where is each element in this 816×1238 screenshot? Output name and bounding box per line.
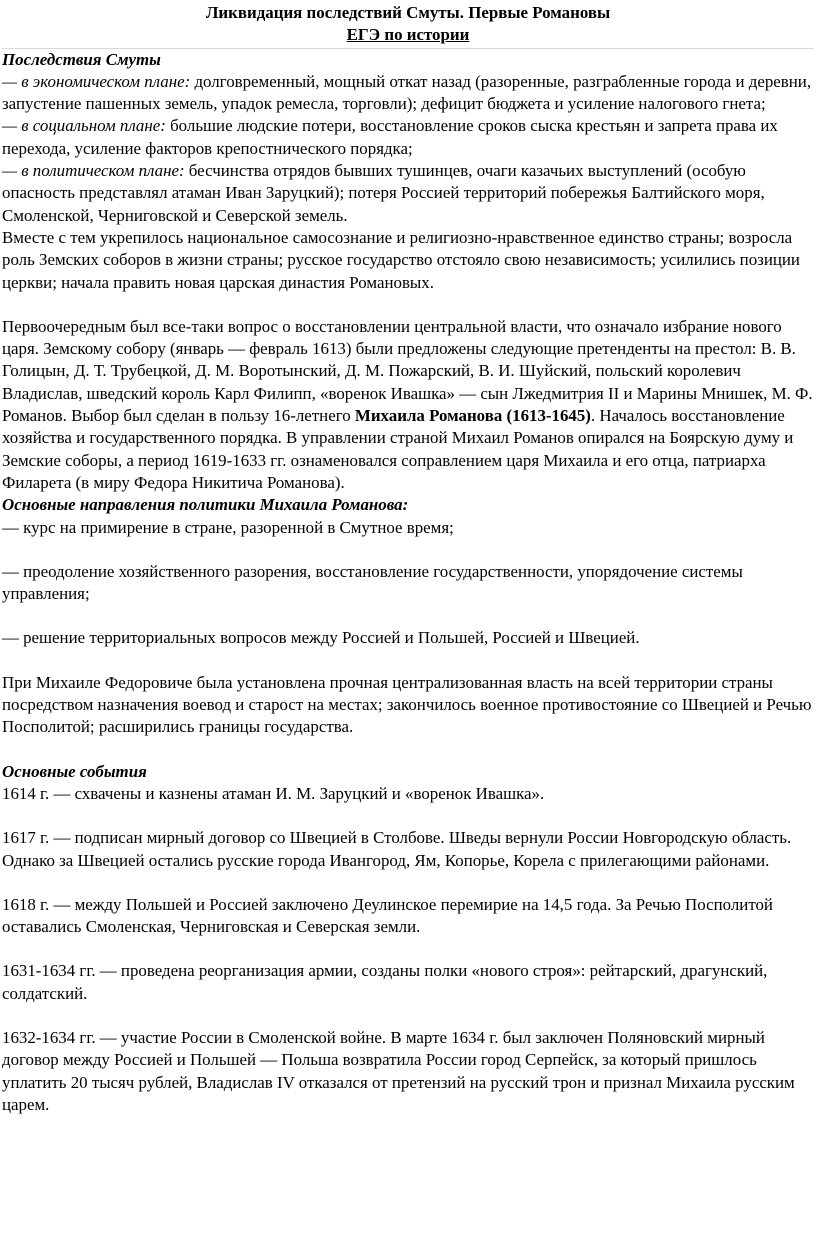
political-text: бесчинства отрядов бывших тушинцев, очаги казачьих выступлений (особую опасность представлял атаман Иван Заруцкий); потеря Россией территорий побережья Балтийского моря, Смоленской, Черниговской и Северской земель. — [2, 161, 765, 225]
spacer — [2, 294, 814, 316]
spacer — [2, 739, 814, 761]
consequences-heading: Последствия Смуты — [2, 49, 161, 69]
spacer — [2, 539, 814, 561]
events-heading: Основные события — [2, 761, 147, 781]
event-item: 1631-1634 гг. — проведена реорганизация армии, созданы полки «нового строя»: рейтарский, драгунский, солдатский. — [2, 961, 768, 1003]
tsar-name: Михаила Романова (1613-1645) — [354, 406, 591, 426]
policy-item: — преодоление хозяйственного разорения, восстановление государственности, упорядочение системы управления; — [2, 561, 743, 604]
event-item: 1617 г. — подписан мирный договор со Швецией в Столбове. Шведы вернули России Новгородскую область. Однако за Швецией остались русские города Ивангород, Ям, Копорье, Корела с прилегающими районами. — [2, 828, 792, 870]
policy-summary: При Михаиле Федоровиче была установлена прочная централизованная власть на всей территории страны посредством назначения воевод и старост на местах; закончилось военное противостояние со Швецией и Речью Посполитой; расширились границы государства. — [2, 672, 812, 737]
economic-paragraph — [2, 71, 814, 116]
election-text-after: . Началось восстановление хозяйства и государственного порядка. В управлении страной Михаил Романов опирался на Боярскую думу и Земские соборы, а период 1619-1633 гг. ознаменовался соправлением царя Михаила и его отца, патриарха Филарета (в миру Федора Никитича Романова). — [2, 406, 794, 492]
event-item: 1632-1634 гг. — участие России в Смоленской войне. В марте 1634 г. был заключен Поляновский мирный договор между Россией и Польшей — Польша возвратила России город Серпейск, за который пришлось уплатить 20 тысяч рублей, Владислав IV отказался от претензий на русский трон и признал Михаила русским царем. — [2, 1027, 795, 1114]
spacer — [2, 805, 814, 827]
spacer — [2, 872, 814, 894]
spacer — [2, 605, 814, 627]
political-paragraph — [2, 160, 814, 227]
policy-heading: Основные направления политики Михаила Романова: — [2, 495, 409, 515]
event-item: 1618 г. — между Польшей и Россией заключено Деулинское перемирие на 14,5 года. За Речью Посполитой оставались Смоленская, Черниговская и Северская земли. — [2, 894, 773, 937]
policy-section — [2, 494, 814, 738]
election-text-before: Первоочередным был все-таки вопрос о восстановлении центральной власти, что означало избрание нового царя. Земскому собору (январь — февраль 1613) были предложены следующие претенденты на престол: В. В. Голицын, Д. Т. Трубецкой, Д. М. Воротынский, Д. М. Пожарский, В. И. Шуйский, польский королевич Владислав, шведский король Карл Филипп, «воренок Ивашка» — сын Лжедмитрия II и Марины Мнишек, М. Ф. Романов. Выбор был сделан в пользу 16-летнего — [2, 316, 813, 426]
event-item: 1614 г. — схвачены и казнены атаман И. М. Заруцкий и «воренок Ивашка». — [2, 783, 545, 803]
consequences-conclusion: Вместе с тем укрепилось национальное самосознание и религиозно-нравственное единство страны; возросла роль Земских соборов в жизни страны; русское государство отстояло свою независимость; усилились позиции церкви; начала править новая царская династия Романовых. — [2, 227, 800, 292]
political-lead: — в политическом плане: — [2, 161, 185, 181]
social-paragraph — [2, 115, 814, 160]
policy-item: — курс на примирение в стране, разоренной в Смутное время; — [2, 517, 454, 537]
economic-text: долговременный, мощный откат назад (разоренные, разграбленные города и деревни, запустение пашенных земель, упадок ремесла, торговли); дефицит бюджета и усиление налогового гнета; — [2, 71, 812, 114]
spacer — [2, 938, 814, 960]
economic-lead: — в экономическом плане: — [2, 71, 191, 91]
consequences-section — [2, 49, 814, 294]
events-section — [2, 761, 814, 1117]
election-section — [2, 316, 814, 494]
page-subtitle: ЕГЭ по истории — [346, 25, 470, 45]
social-text: большие людские потери, восстановление сроков сыска крестьян и запрета права их перехода, усиление факторов крепостнического порядка; — [2, 116, 778, 158]
document-header — [2, 2, 814, 47]
spacer — [2, 650, 814, 672]
spacer — [2, 1005, 814, 1027]
page-title: Ликвидация последствий Смуты. Первые Романовы — [205, 3, 611, 22]
social-lead: — в социальном плане: — [2, 116, 166, 136]
policy-item: — решение территориальных вопросов между Россией и Польшей, Россией и Швецией. — [2, 628, 640, 648]
election-paragraph — [2, 316, 814, 494]
